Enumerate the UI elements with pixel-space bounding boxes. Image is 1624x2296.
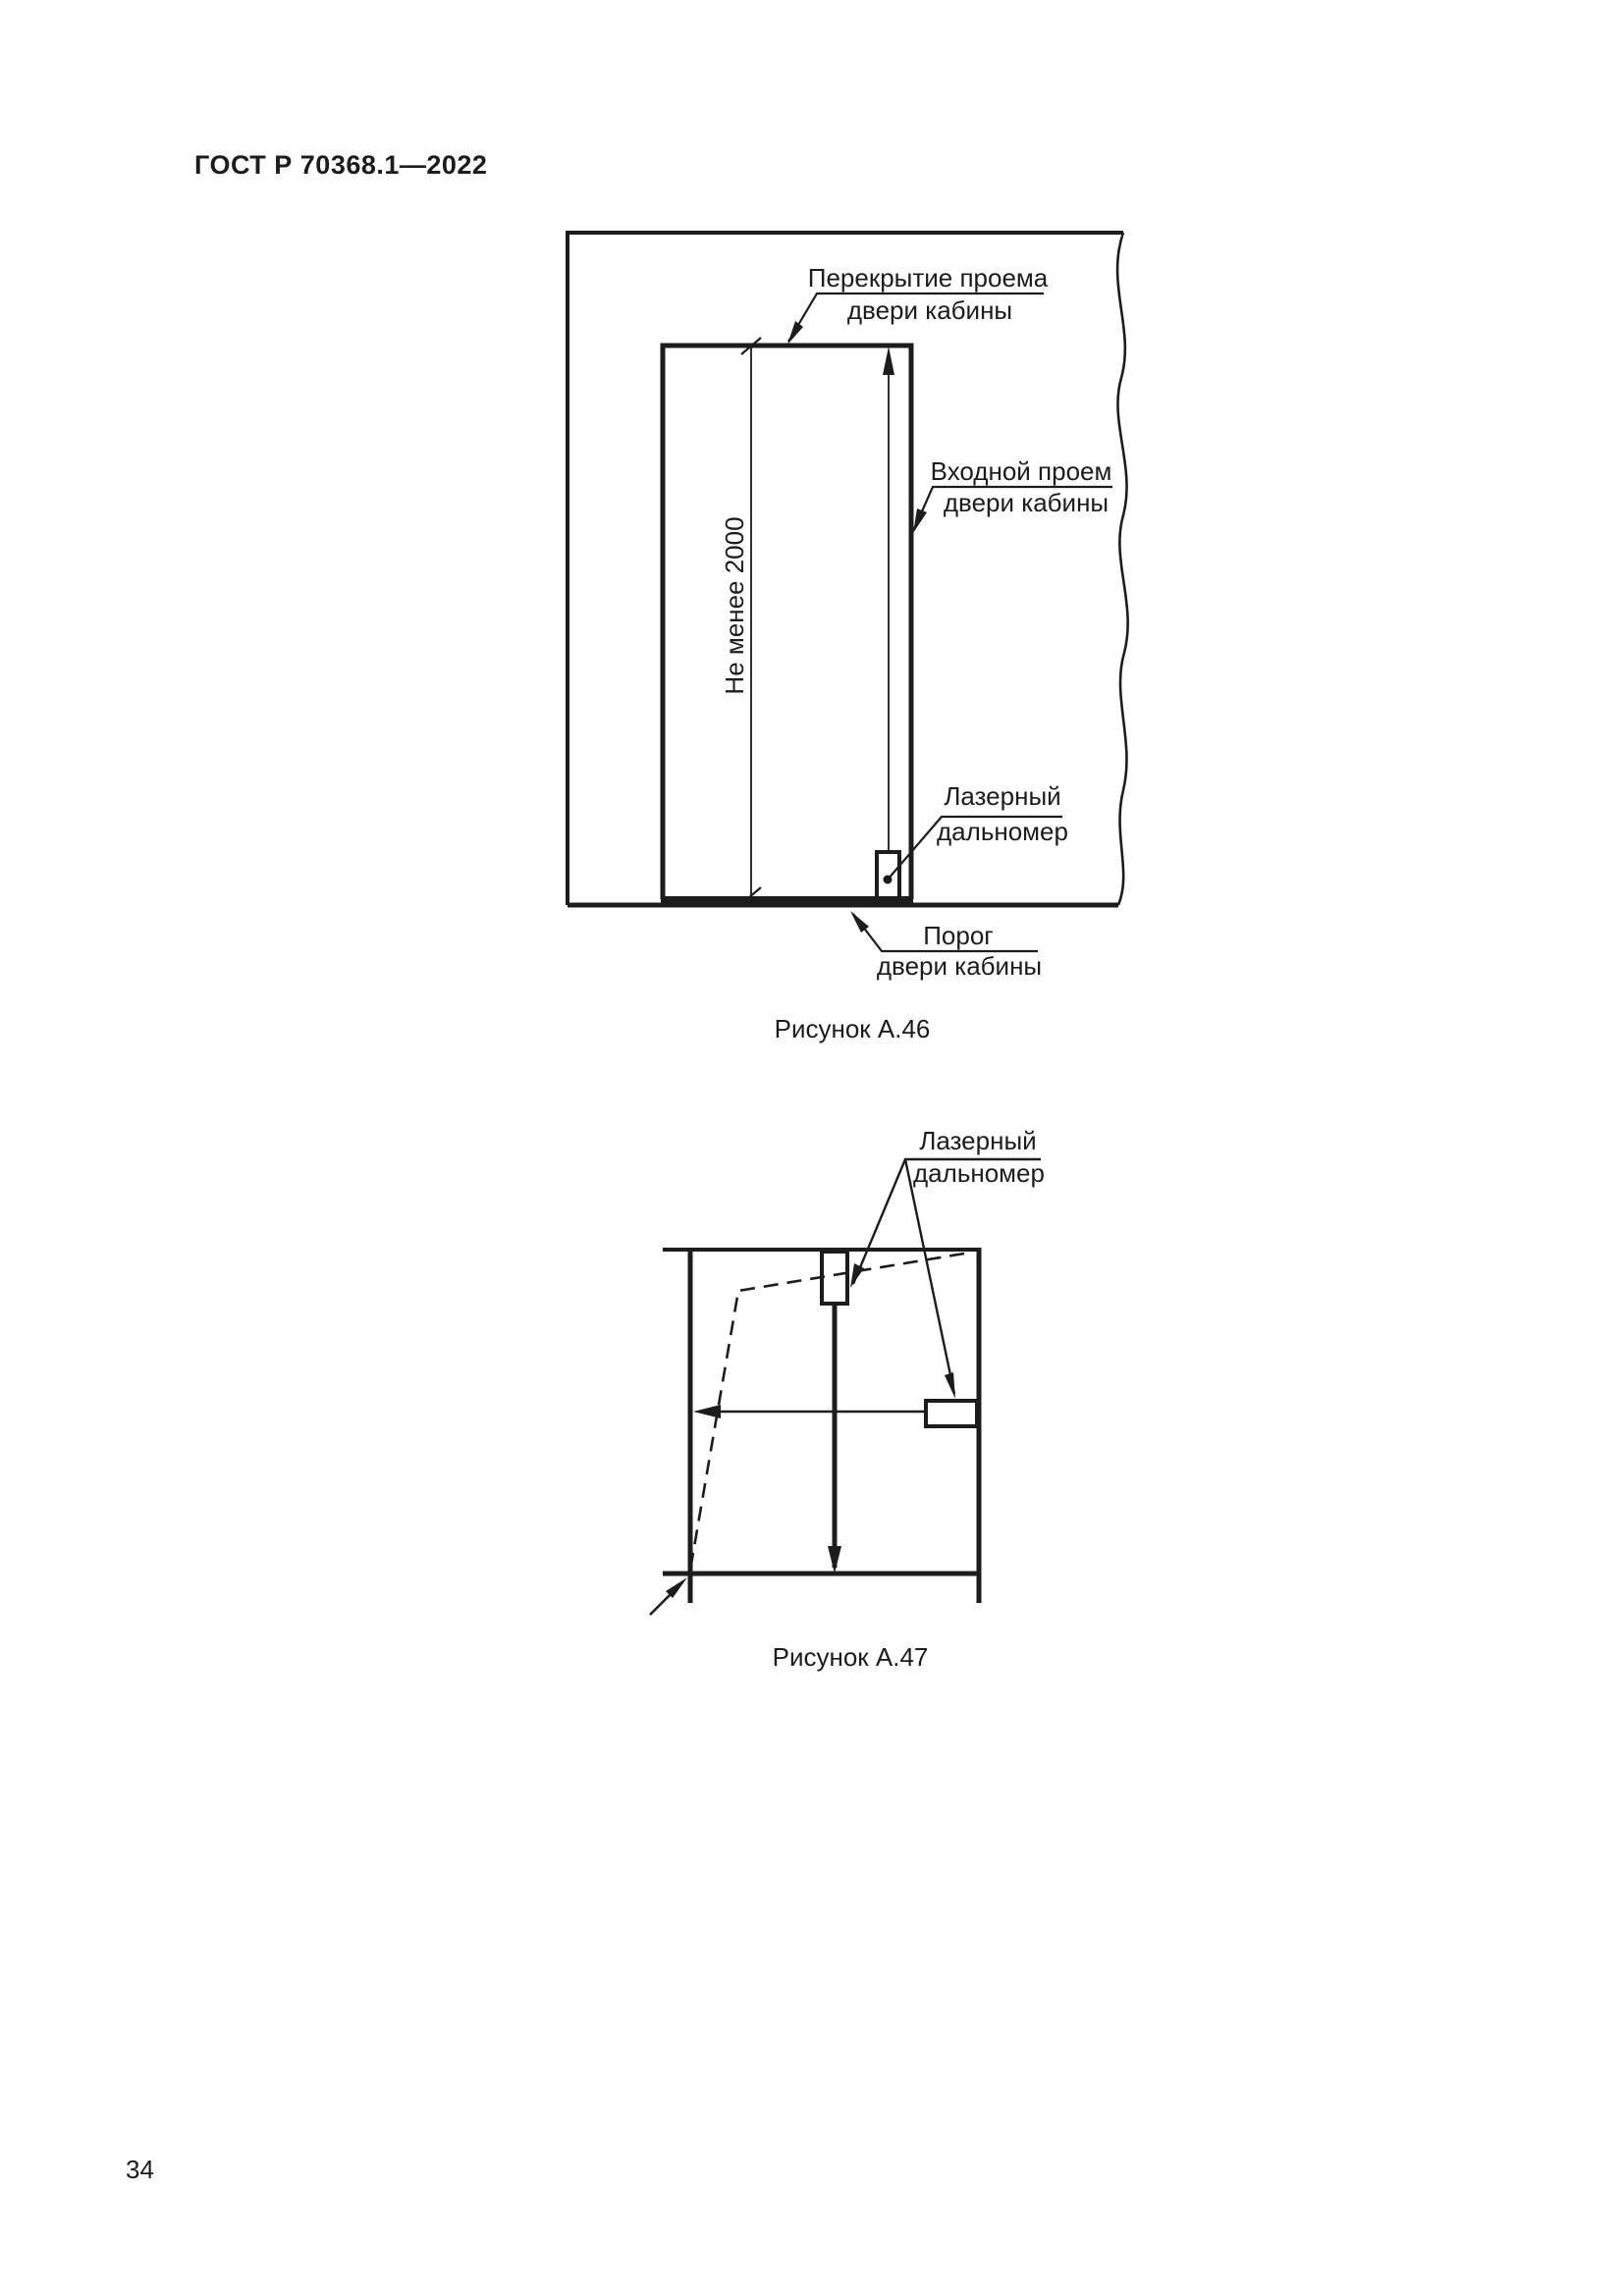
a47-laser-label-line2: дальномер [913,1158,1045,1189]
document-header-title: ГОСТ Р 70368.1—2022 [194,150,488,180]
a46-lintel-label-line2: двери кабины [846,295,1013,326]
a47-rangefinder-top-device [822,1252,847,1304]
a47-rangefinder-side-device [926,1401,977,1426]
a46-lintel-arrowhead [787,321,803,345]
a46-door-opening-outline [663,346,911,899]
a47-laser-arrowhead-1 [850,1263,864,1288]
a46-laser-beam-arrowhead [883,347,894,375]
page-number: 34 [126,2155,154,2184]
a46-entrance-arrowhead [913,508,927,533]
a47-laser-arrowhead-2 [945,1372,955,1399]
a46-lintel-label-line1: Перекрытие проема [807,263,1049,294]
a46-entrance-label-line2: двери кабины [943,488,1110,518]
a46-dimension-text: Не менее 2000 [720,516,750,695]
a46-threshold-label-line1: Порог [923,921,994,951]
a47-vertical-beam-arrowhead [828,1546,841,1574]
a47-caption: Рисунок А.47 [772,1642,929,1673]
a46-threshold-label-line2: двери кабины [876,951,1043,982]
a46-rangefinder-device [877,852,899,898]
a46-break-wave-line [1117,233,1128,905]
a47-laser-label-line1: Лазерный [919,1126,1037,1156]
a46-laser-label-line1: Лазерный [944,781,1061,812]
a46-caption: Рисунок А.46 [774,1014,931,1044]
a47-laser-leader-line-2 [905,1159,954,1394]
a46-laser-label-line2: дальномер [937,817,1068,847]
a46-entrance-label-line1: Входной проем [930,456,1112,487]
